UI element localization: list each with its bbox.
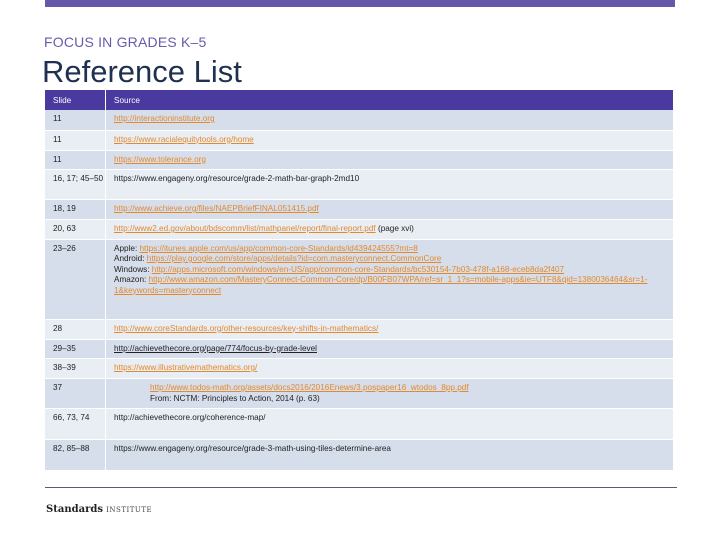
table-row <box>45 200 673 220</box>
source-link[interactable]: http://achievethecore.org/page/774/focus-by-grade-level <box>114 343 317 353</box>
source-cell <box>106 409 674 440</box>
slide-cell: 28 <box>45 319 106 339</box>
slide-cell: 11 <box>45 110 106 130</box>
source-line <box>114 324 673 335</box>
source-cell <box>106 359 674 379</box>
source-cell <box>106 200 674 220</box>
table-row <box>45 130 673 150</box>
source-label: Amazon: <box>114 275 149 284</box>
source-link[interactable]: http://interactioninstitute.org <box>114 114 215 123</box>
source-text: https://www.engageny.org/resource/grade-3-math-using-tiles-determine-area <box>114 444 391 453</box>
source-link[interactable]: http://www.todos-math.org/assets/docs2016/2016Enews/3.pospaper16_wtodos_8pp.pdf <box>150 383 469 392</box>
source-link[interactable]: https://www.illustrativemathematics.org/ <box>114 363 258 372</box>
source-line <box>114 383 673 394</box>
table-row <box>45 339 673 359</box>
source-link[interactable]: https://www.tolerance.org <box>114 154 206 164</box>
source-line <box>114 244 673 255</box>
slide-cell: 16, 17; 45–50 <box>45 170 106 200</box>
table-row <box>45 359 673 379</box>
source-line <box>114 344 673 355</box>
source-label: Windows: <box>114 264 152 274</box>
source-link[interactable]: http://www.amazon.com/MasteryConnect-Common-Core/dp/B00FB07WPA/ref=sr_1_1?s=mobile-apps&ie=UTF8&qid=1380036464&sr=1-1&keywords=masteryconnect <box>114 275 648 295</box>
slide-cell: 38–39 <box>45 359 106 379</box>
slide-cell: 37 <box>45 379 106 409</box>
slide-cell: 23–26 <box>45 239 106 319</box>
column-header-slide: Slide <box>45 90 106 110</box>
table-header <box>45 90 673 110</box>
slide-cell: 82, 85–88 <box>45 440 106 471</box>
column-header-source: Source <box>106 90 674 110</box>
source-link[interactable]: http://www.achieve.org/files/NAEPBriefFINAL051415.pdf <box>114 204 319 213</box>
source-link[interactable]: http://www.coreStandards.org/other-resources/key-shifts-in-mathematics/ <box>114 323 379 333</box>
source-link[interactable]: https://www.racialequitytools.org/home <box>114 134 254 144</box>
table-row <box>45 220 673 240</box>
source-cell <box>106 150 674 170</box>
source-cell <box>106 220 674 240</box>
source-line <box>114 174 673 185</box>
source-line <box>114 444 673 455</box>
table-row <box>45 239 673 319</box>
table-row <box>45 170 673 200</box>
source-link[interactable]: http://www2.ed.gov/about/bdscomm/list/mathpanel/report/final-report.pdf <box>114 224 376 233</box>
page-title: Reference List <box>42 54 242 89</box>
source-link[interactable]: https://itunes.apple.com/us/app/common-core-Standards/id439424555?mt=8 <box>139 243 418 253</box>
section-kicker: FOCUS IN GRADES K–5 <box>44 34 207 50</box>
table-row <box>45 110 673 130</box>
logo-light-text: INSTITUTE <box>106 506 153 514</box>
standards-institute-logo <box>46 504 152 515</box>
source-line <box>114 135 673 146</box>
source-line <box>114 254 673 265</box>
source-line <box>114 155 673 166</box>
table-row <box>45 379 673 409</box>
source-cell <box>106 130 674 150</box>
source-cell <box>106 239 674 319</box>
slide-cell: 20, 63 <box>45 220 106 240</box>
source-text: https://www.engageny.org/resource/grade-2-math-bar-graph-2md10 <box>114 174 360 183</box>
source-cell <box>106 170 674 200</box>
source-cell <box>106 379 674 409</box>
table-row <box>45 440 673 471</box>
table-row <box>45 150 673 170</box>
source-cell <box>106 440 674 471</box>
source-label: Android: <box>114 254 147 263</box>
source-line <box>114 114 673 125</box>
source-note: (page xvi) <box>375 224 414 233</box>
source-line <box>114 394 673 405</box>
source-text: http://achievethecore.org/coherence-map/ <box>114 413 266 422</box>
source-line <box>114 275 673 296</box>
footer-divider <box>45 487 677 488</box>
top-accent-bar <box>45 0 675 7</box>
logo-bold-text: Standards <box>46 504 103 515</box>
reference-table <box>45 90 673 471</box>
source-line <box>114 363 673 374</box>
source-label: Apple: <box>114 243 140 253</box>
source-cell <box>106 110 674 130</box>
table-row <box>45 409 673 440</box>
source-cell <box>106 319 674 339</box>
source-link[interactable]: https://play.google.com/store/apps/details?id=com.masteryconnect.CommonCore <box>146 254 442 263</box>
source-cell <box>106 339 674 359</box>
table-row <box>45 319 673 339</box>
source-line <box>114 413 673 424</box>
source-line <box>114 265 673 276</box>
source-line <box>114 224 673 235</box>
source-text: From: NCTM: Principles to Action, 2014 (p. 63) <box>150 393 320 403</box>
slide-cell: 66, 73, 74 <box>45 409 106 440</box>
source-link[interactable]: http://apps.microsoft.com/windows/en-US/app/common-core-Standards/bc530154-7b03-478f-a168-eceb8da2f407 <box>151 264 565 274</box>
slide-cell: 18, 19 <box>45 200 106 220</box>
slide-cell: 11 <box>45 150 106 170</box>
source-line <box>114 204 673 215</box>
slide-cell: 11 <box>45 130 106 150</box>
slide-cell: 29–35 <box>45 339 106 359</box>
